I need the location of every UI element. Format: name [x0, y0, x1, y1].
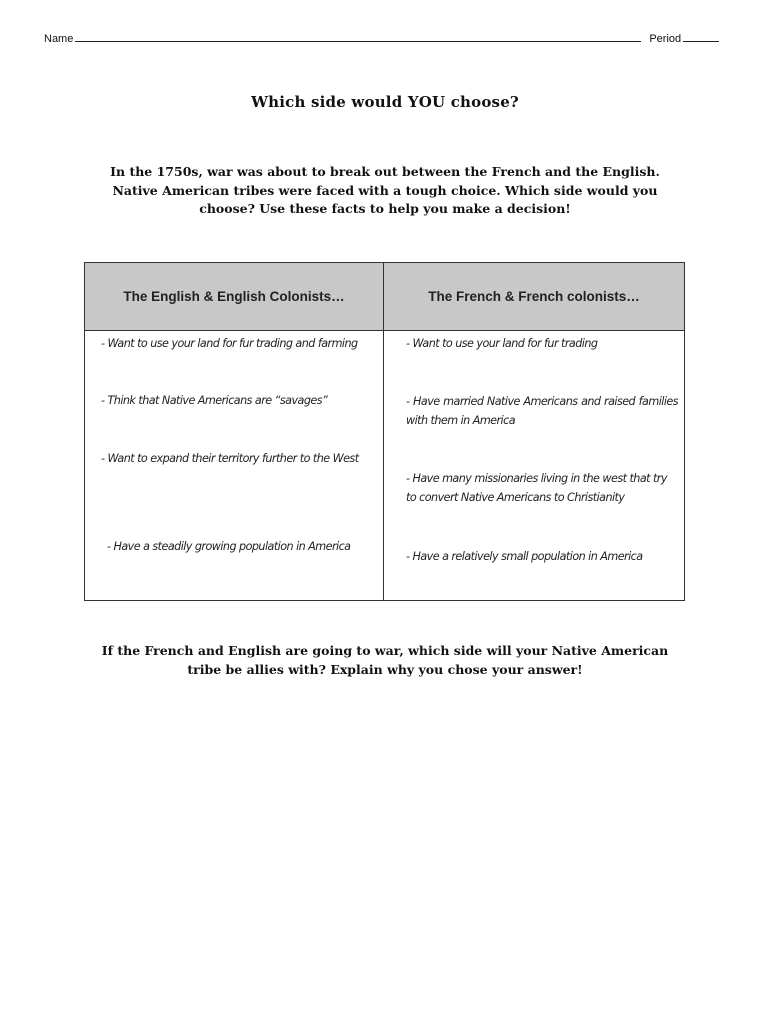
facts-table — [84, 262, 685, 601]
french-fact: - Have married Native Americans and raised families with them in America — [406, 395, 678, 427]
question-prompt: If the French and English are going to war, which side will your Native American tribe be allies with? Explain why you chose your answer! — [101, 643, 669, 677]
english-fact: - Have a steadily growing population in America — [107, 540, 351, 553]
french-fact: - Have a relatively small population in America — [406, 550, 643, 563]
student-header — [44, 32, 734, 48]
english-fact: - Want to expand their territory further to the West — [101, 452, 359, 465]
french-fact: - Have many missionaries living in the west that try to convert Native Americans to Christianity — [406, 472, 667, 504]
english-fact: - Think that Native Americans are “savages” — [101, 394, 328, 407]
name-blank-line[interactable] — [75, 32, 641, 42]
period-blank-line[interactable] — [683, 32, 719, 42]
english-facts-cell — [85, 331, 384, 600]
french-fact: - Want to use your land for fur trading — [406, 337, 598, 350]
period-label: Period — [649, 33, 682, 45]
english-fact: - Want to use your land for fur trading and farming — [101, 337, 358, 350]
intro-paragraph: In the 1750s, war was about to break out between the French and the English. Native American tribes were faced with a tough choice. Which side would you choose? Use these facts to help you make a decision! — [110, 164, 660, 216]
page-title: Which side would YOU choose? — [251, 93, 519, 111]
name-label: Name — [44, 33, 74, 45]
english-column-heading: The English & English Colonists… — [85, 263, 384, 331]
french-facts-cell — [384, 331, 684, 600]
french-column-heading: The French & French colonists… — [384, 263, 684, 331]
